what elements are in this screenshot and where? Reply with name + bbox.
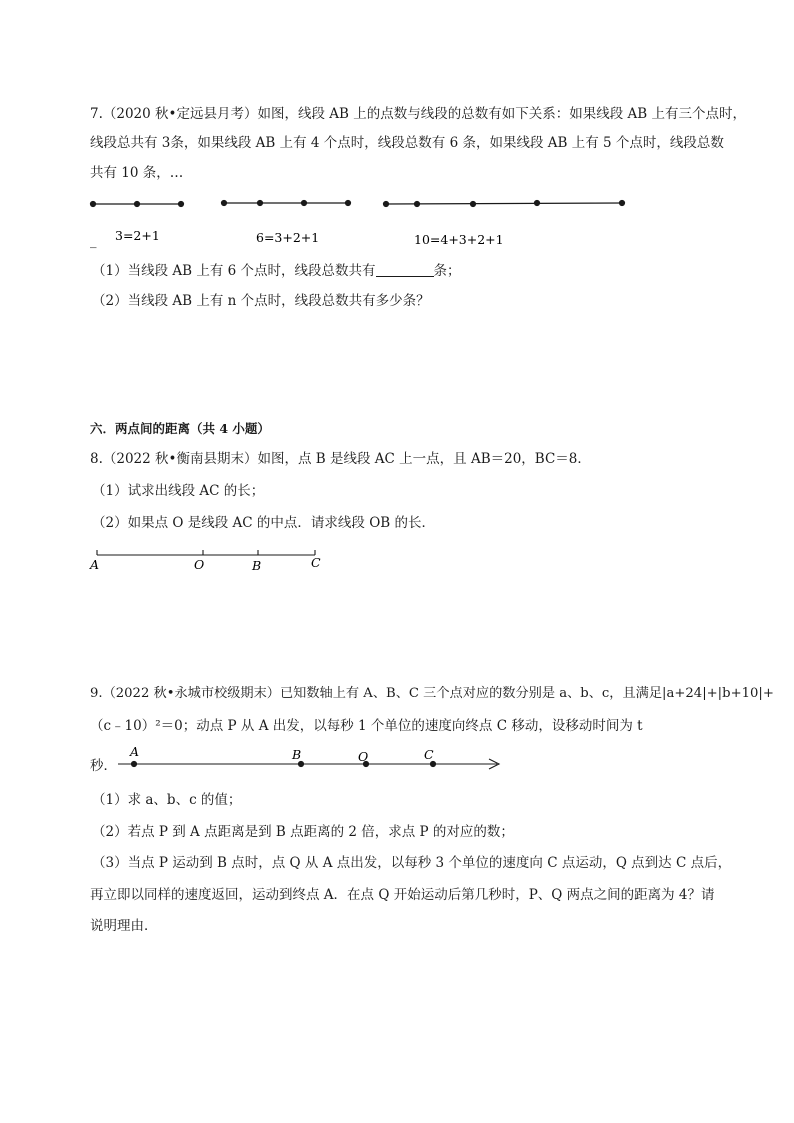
q8-line1: 8.（2022 秋•衡南县期末）如图，点 B 是线段 AC 上一点，且 AB＝20，BC＝8． xyxy=(90,451,591,467)
segment-five-points xyxy=(383,200,624,206)
q9-sub2: （2）若点 P 到 A 点距离是到 B 点距离的 2 倍，求点 P 的对应的数； xyxy=(92,824,514,840)
q7-line2: 线段总共有 3条，如果线段 AB 上有 4 个点时，线段总数有 6 条，如果线段 AB 上有 5 个点时，线段总数 xyxy=(90,135,724,151)
q7-line1: 7.（2020 秋•定远县月考）如图，线段 AB 上的点数与线段的总数有如下关系：如果线段 AB 上有三个点时， xyxy=(90,106,746,122)
q8-label-a: A xyxy=(90,557,100,572)
q9-line3: 秒． xyxy=(90,758,117,774)
segment-four-points xyxy=(221,200,350,205)
q7-fig-label-3: 10=4+3+2+1 xyxy=(414,232,504,247)
answer-blank[interactable] xyxy=(376,262,434,277)
q8-sub2: （2）如果点 O 是线段 AC 的中点．请求线段 OB 的长． xyxy=(92,515,435,531)
q7-sub1-text: （1）当线段 AB 上有 6 个点时，线段总数共有 xyxy=(92,263,376,279)
q8-segment-figure xyxy=(0,542,794,578)
section-title: 六．两点间的距离（共 4 小题） xyxy=(90,421,270,436)
q9-line1: 9.（2022 秋•永城市校级期末）已知数轴上有 A、B、C 三个点对应的数分别是 a、b、c，且满足|a+24|+|b+10|+ xyxy=(90,686,774,701)
segment-three-points xyxy=(90,201,183,206)
q9-line2: （c﹣10）²＝0；动点 P 从 A 出发，以每秒 1 个单位的速度向终点 C 移动，设移动时间为 t xyxy=(90,718,643,734)
q8-label-b: B xyxy=(252,558,262,573)
q7-sub1 xyxy=(92,261,461,281)
q8-sub1: （1）试求出线段 AC 的长； xyxy=(92,483,265,499)
q8-label-o: O xyxy=(194,557,205,572)
q9-label-c: C xyxy=(424,747,434,762)
q7-sub1-tail: 条； xyxy=(433,263,461,279)
q7-fig-mark: _ xyxy=(90,234,97,249)
q9-number-line xyxy=(0,742,794,778)
q9-sub3-line1: （3）当点 P 运动到 B 点时，点 Q 从 A 点出发，以每秒 3 个单位的速度向 C 点运动，Q 点到达 C 点后， xyxy=(92,855,732,871)
q9-label-b: B xyxy=(292,747,302,762)
q7-segment-figure xyxy=(0,190,794,250)
q7-line3: 共有 10 条，… xyxy=(90,165,184,181)
q9-sub3-line2: 再立即以同样的速度返回，运动到终点 A．在点 Q 开始运动后第几秒时，P、Q 两点之间的距离为 4？请 xyxy=(90,887,715,903)
q9-sub1: （1）求 a、b、c 的值； xyxy=(92,792,242,808)
q7-sub2: （2）当线段 AB 上有 n 个点时，线段总数共有多少条？ xyxy=(92,293,430,309)
q7-fig-label-2: 6=3+2+1 xyxy=(256,230,320,245)
q7-fig-label-1: 3=2+1 xyxy=(115,228,160,243)
q9-label-a: A xyxy=(130,744,140,759)
q8-label-c: C xyxy=(311,555,321,570)
q9-sub3-line3: 说明理由． xyxy=(90,918,158,934)
q9-label-o: O xyxy=(358,749,369,764)
